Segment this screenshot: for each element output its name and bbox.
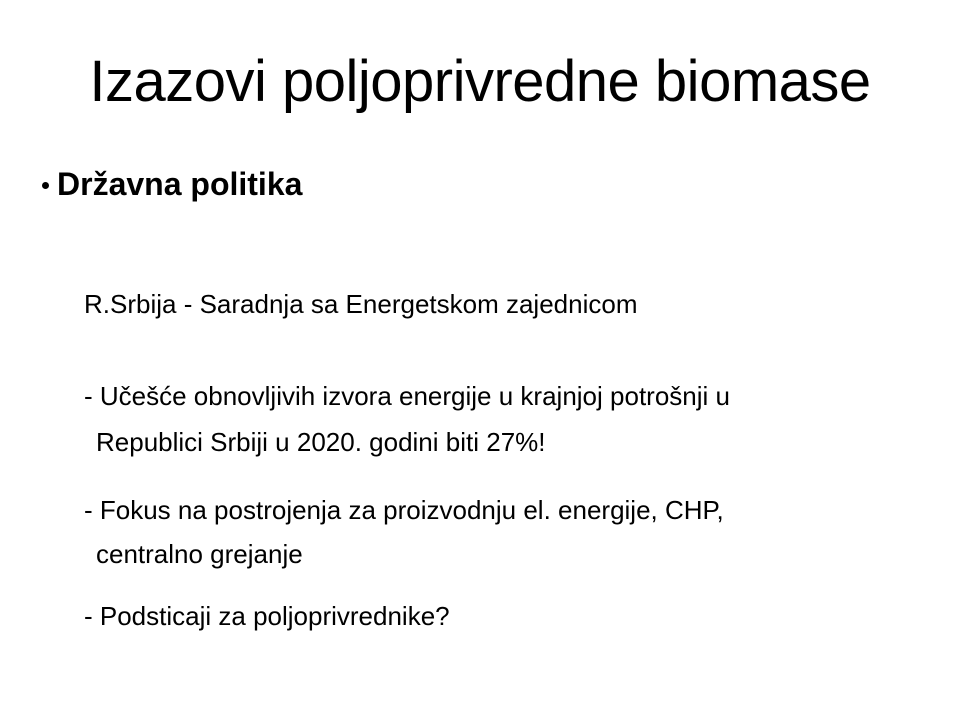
point-2-line-2: centralno grejanje xyxy=(96,539,303,569)
point-1-line-2: Republici Srbiji u 2020. godini biti 27%! xyxy=(96,427,546,457)
intro-line: R.Srbija - Saradnja sa Energetskom zajednicom xyxy=(84,289,638,319)
bullet-heading: Državna politika xyxy=(57,166,303,202)
bullet-item xyxy=(42,164,302,204)
slide-title: Izazovi poljoprivredne biomase xyxy=(89,49,871,114)
point-2-line-1: - Fokus na postrojenja za proizvodnju el. energije, CHP, xyxy=(84,495,724,525)
bullet-dot-icon xyxy=(42,182,49,189)
point-3-line-1: - Podsticaji za poljoprivrednike? xyxy=(84,601,450,631)
point-1-line-1: - Učešće obnovljivih izvora energije u krajnjoj potrošnji u xyxy=(84,381,730,411)
